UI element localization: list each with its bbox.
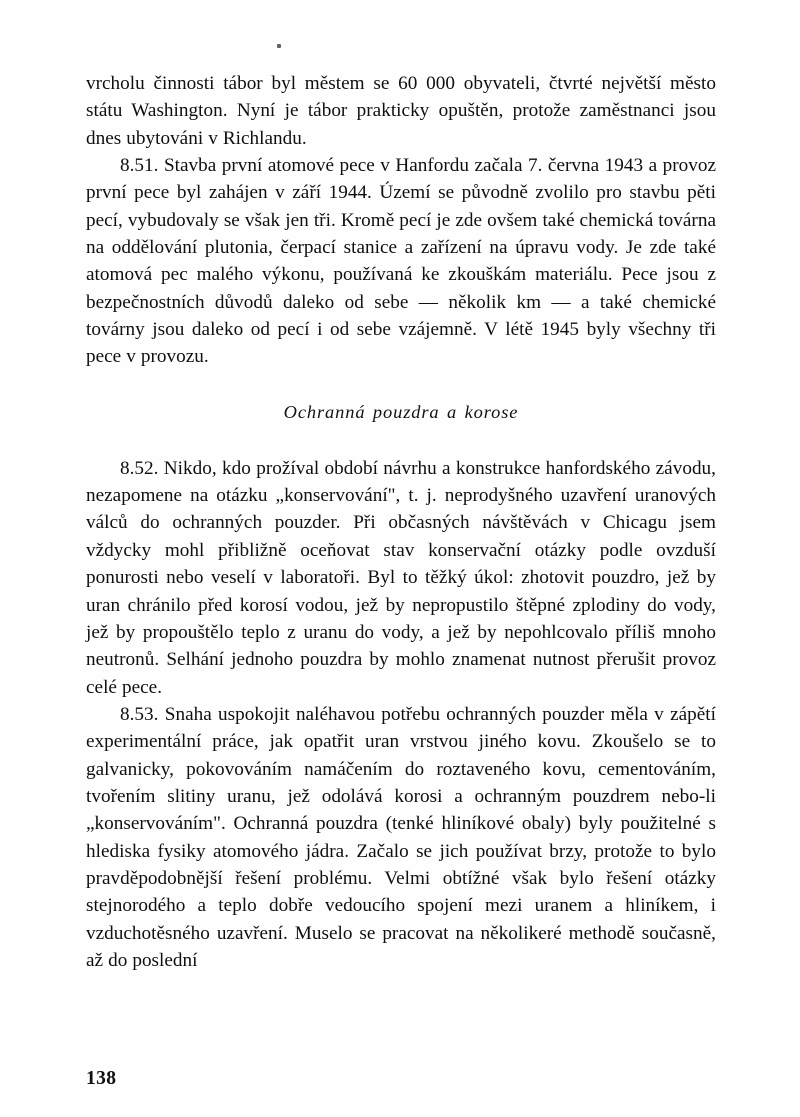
page-number: 138: [86, 1068, 117, 1089]
paragraph-continued: vrcholu činnosti tábor byl městem se 60 000 obyvateli, čtvrté největší město státu Washington. Nyní je tábor prakticky opuštěn, protože zaměstnanci jsou dnes ubytováni v Richlandu.: [86, 73, 716, 149]
paragraph-8-52: 8.52. Nikdo, kdo prožíval období návrhu a konstrukce hanfordského závodu, nezapomene na otázku „konservování", t. j. neprodyšného uzavření uranových válců do ochranných pouzder. Při občasných návštěvách v Chicagu jsem vždycky mohl přibližně oceňovat stav konservační otázky podle ovzduší ponurosti nebo veselí v laboratoři. Byl to těžký úkol: zhotovit pouzdro, jež by uran chránilo před korosí vodou, jež by nepropustilo štěpné zplodiny do vody, jež by propouštělo teplo z uranu do vody, a jež by nepohlcovalo příliš mnoho neutronů. Selhání jednoho pouzdra by mohlo znamenat nutnost přerušit provoz celé pece.: [86, 457, 716, 698]
page-text-column: [86, 70, 716, 974]
heading-spacer-top: [86, 371, 716, 402]
paragraph-8-53: 8.53. Snaha uspokojit naléhavou potřebu ochranných pouzder měla v zápětí experimentální práce, jak opatřit uran vrstvou jiného kovu. Zkoušelo se to galvanicky, pokovováním namáčením do roztaveného kovu, cementováním, tvořením slitiny uranu, jež odolává korosi a ochranným pouzdrem nebo-li „konservováním". Ochranná pouzdra (tenké hliníkové obaly) byly použitelné s hlediska fysiky atomového jádra. Začalo se jich používat brzy, protože to bylo pravděpodobnější řešení problému. Velmi obtížné však bylo řešení otázky stejnorodého a teplo dobře vedoucího spojení mezi uranem a hliníkem, i vzduchotěsného uzavření. Muselo se pracovat na několikeré methodě současně, až do poslední: [86, 703, 716, 971]
paragraph-8-51: 8.51. Stavba první atomové pece v Hanfordu začala 7. června 1943 a provoz první pece byl zahájen v září 1944. Území se původně zvolilo pro stavbu pěti pecí, vybudovaly se však jen tři. Kromě pecí je zde ovšem také chemická továrna na oddělování plutonia, čerpací stanice a zařízení na úpravu vody. Je zde také atomová pec malého výkonu, používaná ke zkouškám materiálu. Pece jsou z bezpečnostních důvodů daleko od sebe — několik km — a také chemické továrny jsou daleko od pecí i od sebe vzájemně. V létě 1945 byly všechny tři pece v provozu.: [86, 155, 716, 368]
section-heading: Ochranná pouzdra a korose: [283, 401, 519, 422]
ink-speck: [277, 44, 281, 48]
heading-spacer-bottom: [86, 423, 716, 455]
